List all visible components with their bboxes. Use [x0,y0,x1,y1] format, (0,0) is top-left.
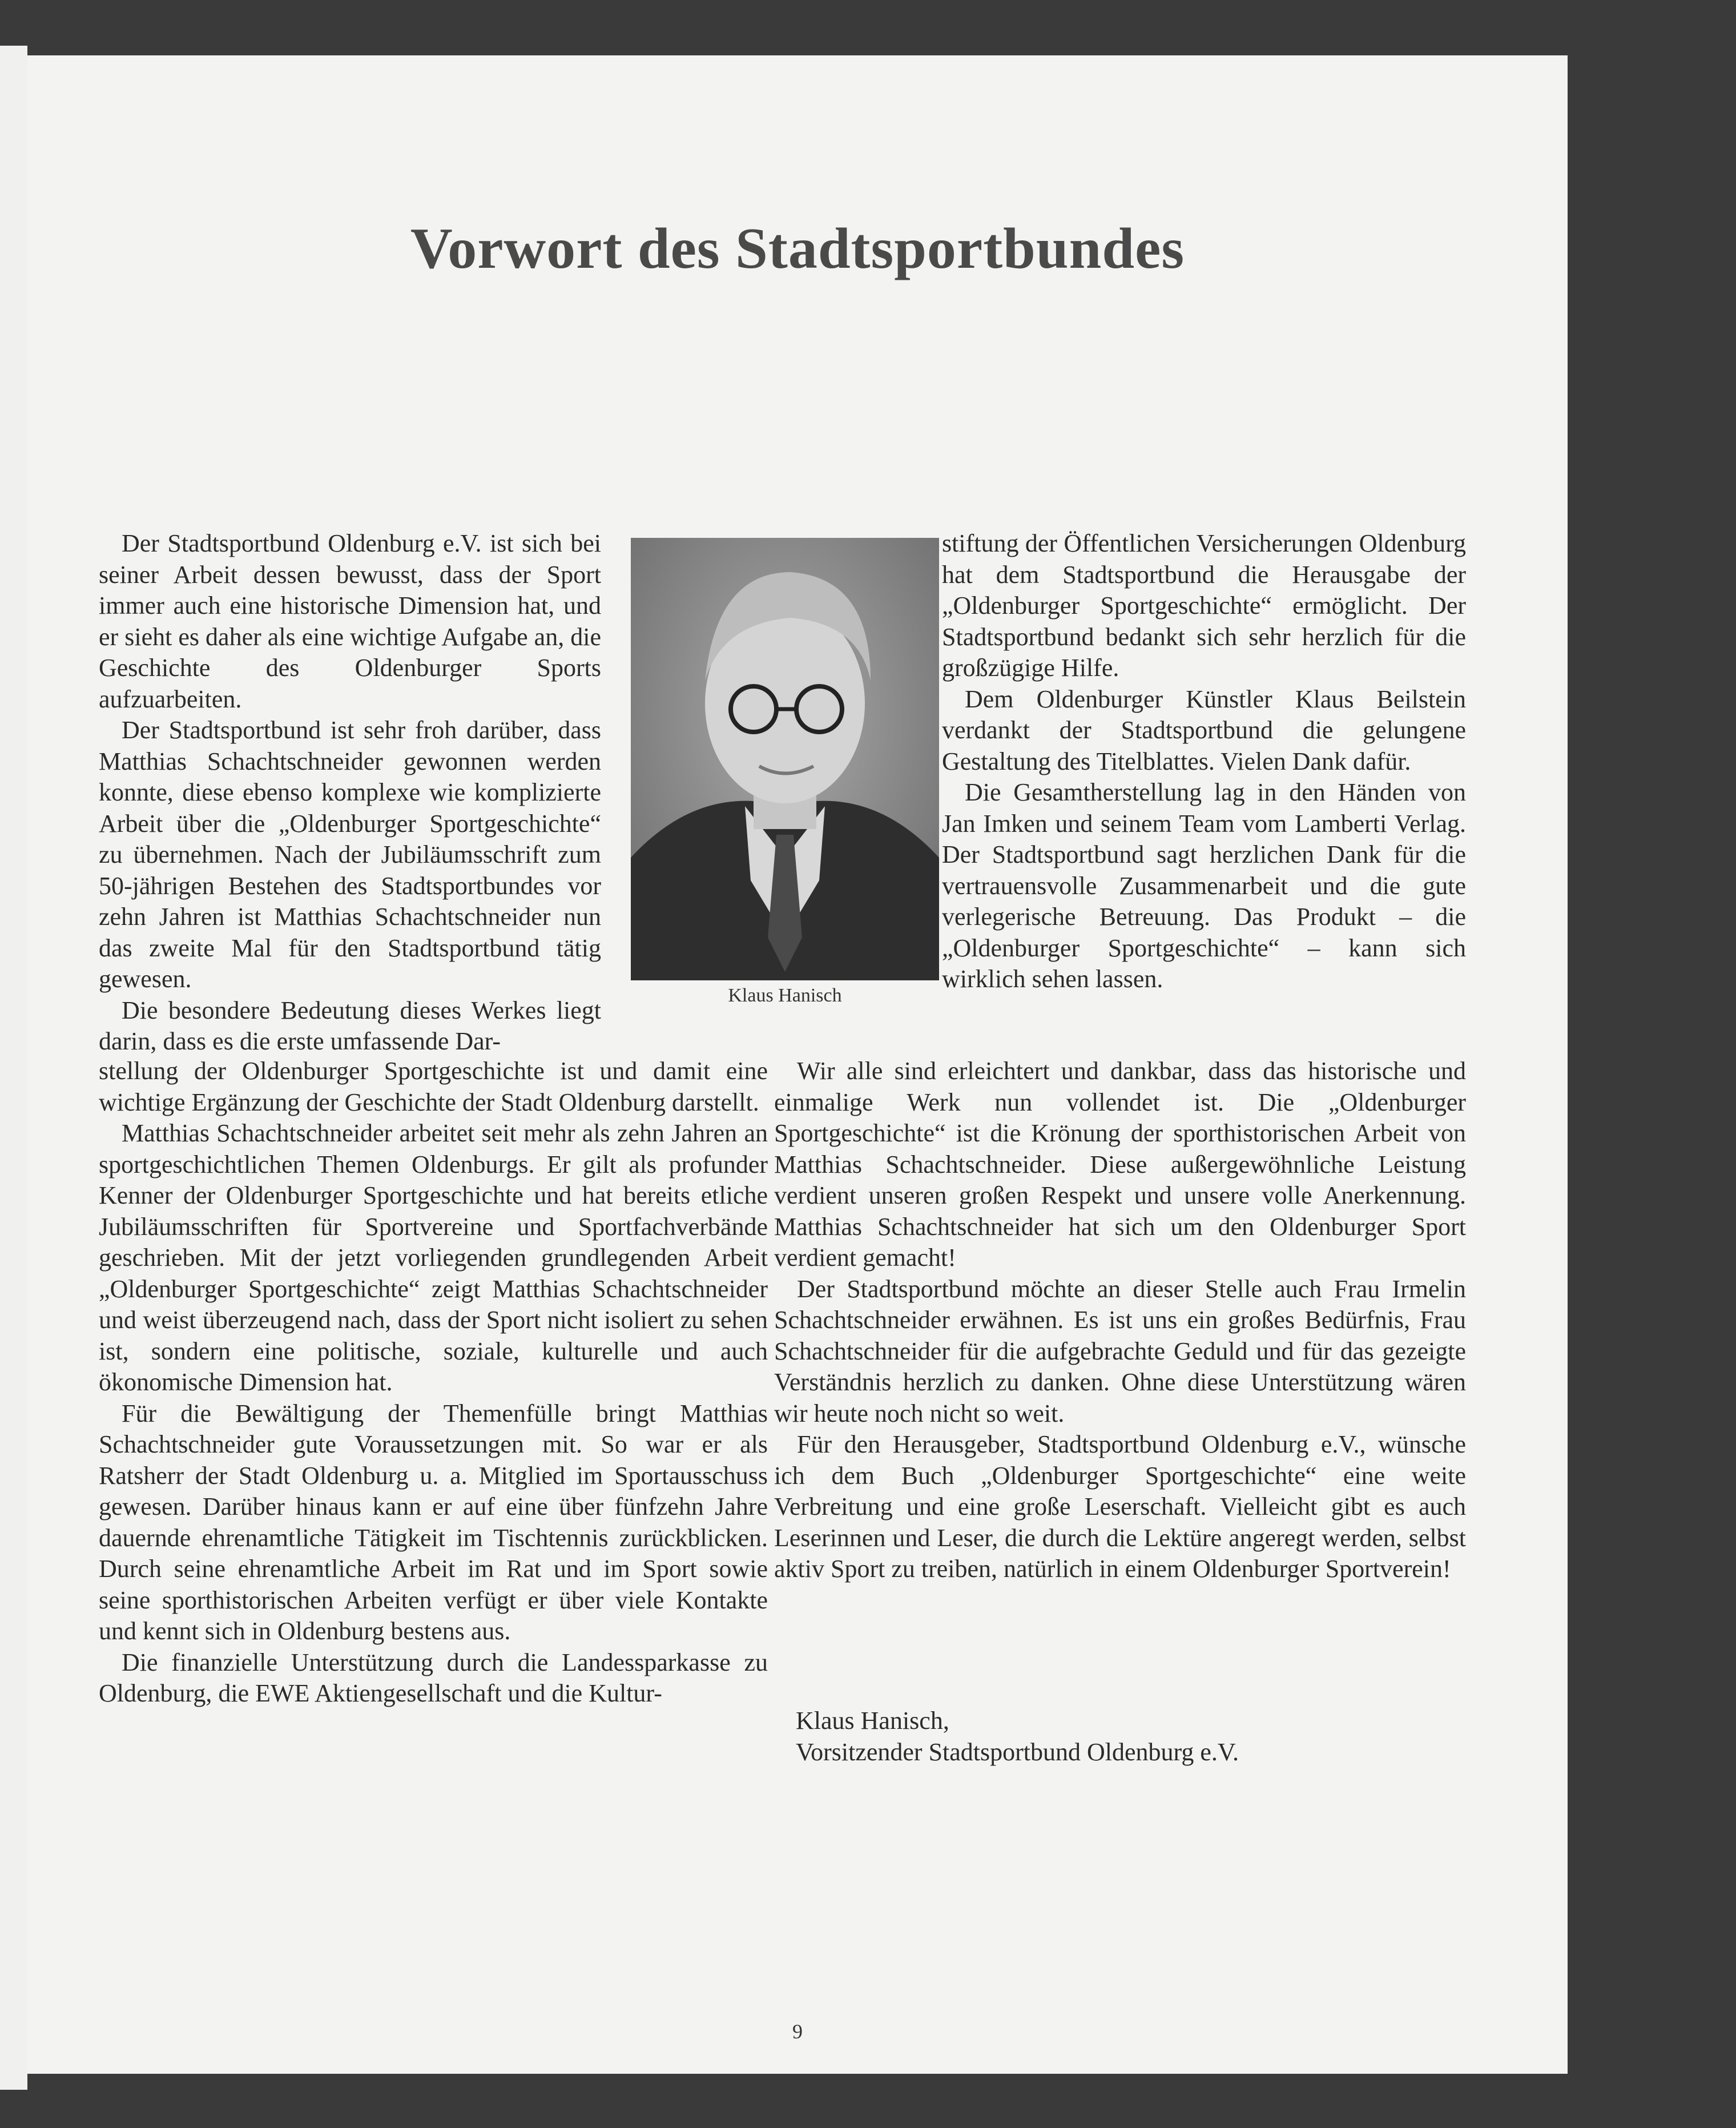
paragraph: Die besondere Bedeutung dieses Werkes liegt darin, dass es die erste umfassende Dar- [99,996,601,1055]
paragraph: Der Stadtsportbund ist sehr froh darüber, dass Matthias Schachtschneider gewonnen werden konnte, diese ebenso komplexe wie komplizierte Arbeit über die „Oldenburger Sportgeschichte“ zu übernehmen. Nach der Jubiläumsschrift zum 50-jährigen Bestehen des Stadtsportbundes vor zehn Jahren ist Matthias Schachtschneider nun das zweite Mal für den Stadtsportbund tätig gewesen. [99,716,601,993]
paragraph: Die Gesamtherstellung lag in den Händen von Jan Imken und seinem Team vom Lamberti Verlag. Der Stadtsportbund sagt herzlichen Dank für die vertrauensvolle Zusammenarbeit und die gute verlegerische Betreuung. Das Produkt – die „Oldenburger Sportgeschichte“ – kann sich wirklich sehen lassen. [942,778,1466,993]
signature-name: Klaus Hanisch, [796,1707,949,1735]
paragraph: Für den Herausgeber, Stadtsportbund Oldenburg e.V., wünsche ich dem Buch „Oldenburger Sportgeschichte“ eine weite Verbreitung und eine große Leserschaft. Vielleicht gibt es auch Leserinnen und Leser, die durch die Lektüre angeregt werden, selbst aktiv Sport zu treiben, natürlich in einem Oldenburger Sportverein! [774,1430,1466,1583]
paragraph: Die finanzielle Unterstützung durch die Landessparkasse zu Oldenburg, die EWE Aktiengesellschaft und die Kultur- [99,1648,768,1707]
paragraph: Wir alle sind erleichtert und dankbar, dass das historische und einmalige Werk nun vollendet ist. Die „Oldenburger Sportgeschichte“ ist die Krönung der sporthistorischen Arbeit von Matthias Schachtschneider. Diese außergewöhnliche Leistung verdient unseren großen Respekt und unsere volle Anerkennung. Matthias Schachtschneider hat sich um den Oldenburger Sport verdient gemacht! [774,1057,1466,1272]
paragraph: stiftung der Öffentlichen Versicherungen Oldenburg hat dem Stadtsportbund die Herausgabe der „Oldenburger Sportgeschichte“ ermöglicht. Der Stadtsportbund bedankt sich sehr herzlich für die großzügige Hilfe. [942,529,1466,682]
photo-caption: Klaus Hanisch [728,985,842,1006]
portrait-illustration [631,538,939,980]
book-page [27,55,1568,2074]
portrait-photo [631,538,939,980]
paragraph: Der Stadtsportbund möchte an dieser Stelle auch Frau Irmelin Schachtschneider erwähnen. Es ist uns ein großes Bedürfnis, Frau Schachtschneider für die aufgebrachte Geduld und für das gezeigte Verständnis herzlich zu danken. Ohne diese Unterstützung wären wir heute noch nicht so weit. [774,1274,1466,1427]
paragraph: Der Stadtsportbund Oldenburg e.V. ist sich bei seiner Arbeit dessen bewusst, dass der Sport immer auch eine historische Dimension hat, und er sieht es daher als eine wichtige Aufgabe an, die Geschichte des Oldenburger Sports aufzuarbeiten. [99,529,601,713]
paragraph: Dem Oldenburger Künstler Klaus Beilstein verdankt der Stadtsportbund die gelungene Gestaltung des Titelblattes. Vielen Dank dafür. [942,685,1466,775]
right-column-upper [942,528,1466,995]
signature-block [796,1705,1424,1768]
paragraph: Für die Bewältigung der Themenfülle bringt Matthias Schachtschneider gute Voraussetzungen mit. So war er als Ratsherr der Stadt Oldenburg u. a. Mitglied im Sportausschuss gewesen. Darüber hinaus kann er auf eine über fünfzehn Jahre dauernde ehrenamtliche Tätigkeit im Tischtennis zurückblicken. Durch seine ehrenamtliche Arbeit im Rat und im Sport sowie seine sporthistorischen Arbeiten verfügt er über viele Kontakte und kennt sich in Oldenburg bestens aus. [99,1399,768,1645]
page-title: Vorwort des Stadtsportbundes [410,216,1185,281]
paragraph: Matthias Schachtschneider arbeitet seit mehr als zehn Jahren an sportgeschichtlichen Themen Oldenburgs. Er gilt als profunder Kenner der Oldenburger Sportgeschichte und hat bereits etliche Jubiläumsschriften für Sportvereine und Sportfachverbände geschrieben. Mit der jetzt vorliegenden grundlegenden Arbeit „Oldenburger Sportgeschichte“ zeigt Matthias Schachtschneider und weist überzeugend nach, dass der Sport nicht isoliert zu sehen ist, sondern eine politische, soziale, kulturelle und auch ökonomische Dimension hat. [99,1119,768,1396]
book-spine [0,46,27,2090]
signature-title: Vorsitzender Stadtsportbund Oldenburg e.V. [796,1737,1239,1766]
left-column-lower [99,1056,768,1709]
right-column-lower [774,1056,1466,1585]
page-number: 9 [792,2020,803,2043]
paragraph: stellung der Oldenburger Sportgeschichte ist und damit eine wichtige Ergänzung der Geschichte der Stadt Oldenburg darstellt. [99,1057,768,1116]
left-column-upper [99,528,601,1057]
